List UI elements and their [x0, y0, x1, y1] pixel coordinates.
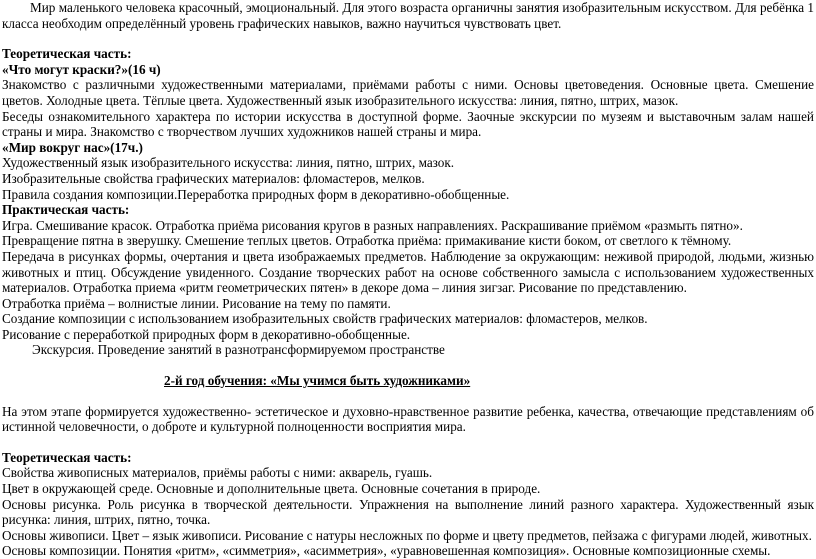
- year2-heading: 2-й год обучения: «Мы учимся быть художниками»: [164, 373, 471, 389]
- practice-heading: Практическая часть:: [2, 202, 130, 218]
- spacer: [2, 31, 814, 46]
- theory-paragraph-2: Беседы ознакомительного характера по истории искусства в доступной форме. Заочные экскурсии по музеям и выставочным залам нашей страны и мира. Знакомство с творчеством лучших художников нашей страны и мира.: [2, 108, 814, 140]
- spacer: [2, 358, 814, 373]
- practice-paragraph-5: Создание композиции с использованием изобразительных свойств графических материалов: фломастеров, мелков.: [2, 311, 648, 327]
- practice-paragraph-1: Игра. Смешивание красок. Отработка приёма рисования кругов в разных направлениях. Раскрашивание приёмом «размыть пятно».: [2, 217, 743, 233]
- topic-heading-world: «Мир вокруг нас»(17ч.): [2, 139, 143, 155]
- practice-paragraph-6: Рисование с переработкой природных форм в декоративно-обобщенные.: [2, 326, 411, 342]
- theory-paragraph-5: Правила создания композиции.Переработка природных форм в декоративно-обобщенные.: [2, 186, 510, 202]
- year2-paragraph-2: Цвет в окружающей среде. Основные и дополнительные цвета. Основные сочетания в природе.: [2, 481, 541, 497]
- practice-paragraph-4: Отработка приёма – волнистые линии. Рисование на тему по памяти.: [2, 295, 391, 311]
- year2-paragraph-3: Основы рисунка. Роль рисунка в творческой деятельности. Упражнения на выполнение линий разного характера. Художественный язык рисунка: линия, штрих, пятно, точка.: [2, 496, 814, 528]
- practice-paragraph-2: Превращение пятна в зверушку. Смешение теплых цветов. Отработка приёма: примакивание кисти боком, от светлого к тёмному.: [2, 233, 732, 249]
- year2-paragraph-5: Основы композиции. Понятия «ритм», «симметрия», «асимметрия», «уравновешенная композиция». Основные композиционные схемы.: [2, 543, 771, 559]
- year2-intro-paragraph: На этом этапе формируется художественно- эстетическое и духовно-нравственное развитие ребенка, качества, отвечающие представлениям об истинной человечности, о доброте и культурной полноценности восприятия мира.: [2, 403, 814, 435]
- practice-paragraph-3: Передача в рисунках формы, очертания и цвета изображаемых предметов. Наблюдение за окружающим: неживой природой, людьми, жизнью животных и птиц. Обсуждение увиденного. Создание творческих работ на основе собственного замысла с использованием художественных материалов. Отработка приема «ритм геометрических пятен» в декоре дома – линия зигзаг. Рисование по представлению.: [2, 248, 814, 296]
- practice-paragraph-7: Экскурсия. Проведение занятий в разнотрансформируемом пространстве: [32, 342, 445, 358]
- year2-paragraph-4: Основы живописи. Цвет – язык живописи. Рисование с натуры несложных по форме и цвету предметов, пейзажа с фигурами людей, животных.: [2, 527, 812, 543]
- theory-paragraph-3: Художественный язык изобразительного искусства: линия, пятно, штрих, мазок.: [2, 155, 455, 171]
- theory-heading: Теоретическая часть:: [2, 46, 132, 62]
- year2-theory-heading: Теоретическая часть:: [2, 449, 132, 465]
- theory-paragraph-4: Изобразительные свойства графических материалов: фломастеров, мелков.: [2, 170, 425, 186]
- theory-paragraph-1: Знакомство с различными художественными материалами, приёмами работы с ними. Основы цветоведения. Основные цвета. Смешение цветов. Холодные цвета. Тёплые цвета. Художественный язык изобразительного искусства: линия, пятно, штрих, мазок.: [2, 77, 814, 108]
- spacer: [2, 389, 814, 404]
- intro-paragraph: Мир маленького человека красочный, эмоциональный. Для этого возраста органичны занятия изобразительным искусством. Для ребёнка 1 класса необходим определённый уровень графических навыков, важно научиться чувствовать цвет.: [2, 0, 814, 31]
- year2-paragraph-1: Свойства живописных материалов, приёмы работы с ними: акварель, гуашь.: [2, 465, 433, 481]
- spacer: [2, 435, 814, 450]
- topic-heading-paints: «Что могут краски?»(16 ч): [2, 61, 161, 77]
